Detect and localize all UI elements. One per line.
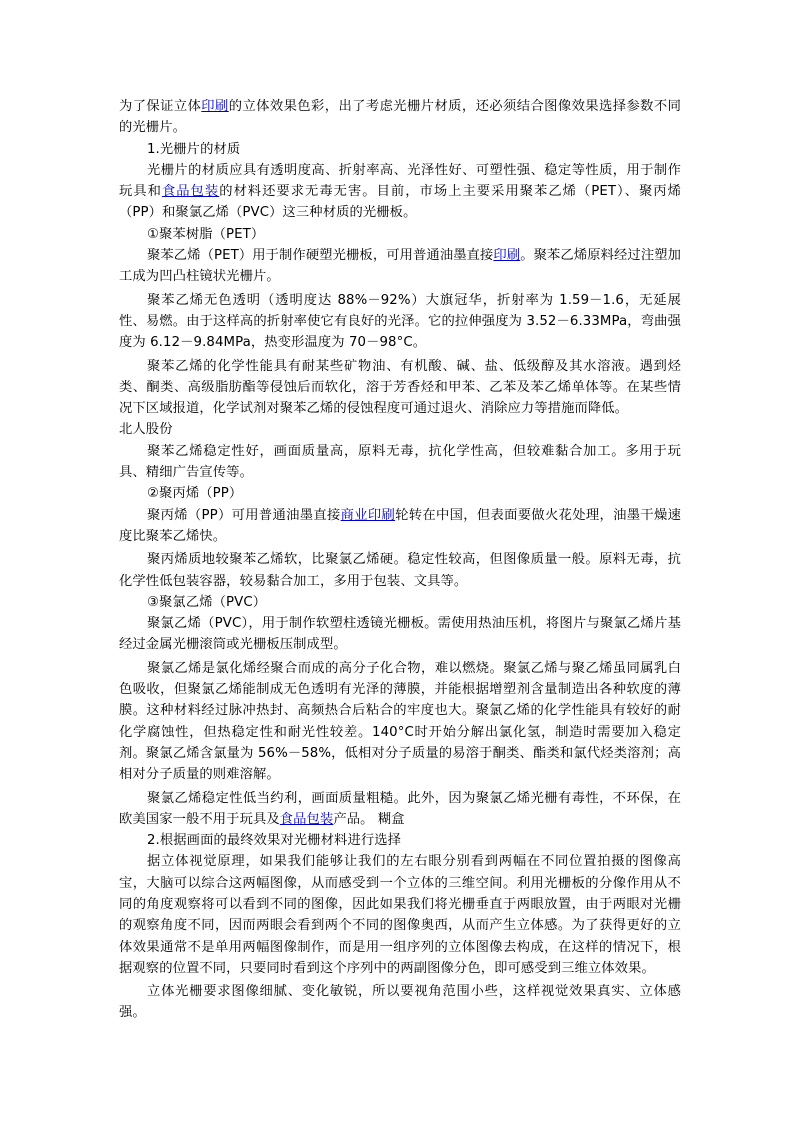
pet-paragraph-3: 聚苯乙烯的化学性能具有耐某些矿物油、有机酸、碱、盐、低级醇及其水溶液。遇到烃类、酮类、高级脂肪酯等侵蚀后而软化，溶于芳香烃和甲苯、乙苯及苯乙烯单体等。在某些情况下区域报道，化学试剂对聚苯乙烯的侵蚀程度可通过退火、消除应力等措施而降低。	[119, 358, 681, 417]
printing-link[interactable]: 印刷	[493, 248, 521, 264]
pet-paragraph-2: 聚苯乙烯无色透明（透明度达 88%－92%）大旗冠华，折射率为 1.59－1.6，无延展性、易燃。由于这样高的折射率使它有良好的光泽。它的拉伸强度为 3.52－6.33MPa，弯曲强度为 6.12－9.84MPa，热变形温度为 70－98°C。	[119, 292, 681, 351]
section-heading-material: 1.光栅片的材质	[147, 141, 241, 157]
selection-paragraph-1: 据立体视觉原理，如果我们能够让我们的左右眼分别看到两幅在不同位置拍摄的图像高宝，大脑可以综合这两幅图像，从而感受到一个立体的三维空间。利用光栅板的分像作用从不同的角度观察将可以看到不同的图像，因此如果我们将光栅垂直于两眼放置，由于两眼对光栅的观察角度不同，因而两眼会看到两个不同的图像奥西，从而产生立体感。为了获得更好的立体效果通常不是单用两幅图像制作，而是用一组序列的立体图像去构成，在这样的情况下，根据观察的位置不同，只要同时看到这个序列中的两副图像分色，即可感受到三维立体效果。	[119, 854, 681, 976]
article-body	[119, 96, 681, 1024]
pvc-paragraph-2: 聚氯乙烯是氯化烯经聚合而成的高分子化合物，难以燃烧。聚氯乙烯与聚乙烯虽同属乳白色吸收，但聚氯乙烯能制成无色透明有光泽的薄膜，并能根据增塑剂含量制造出各种软度的薄膜。这种材料经过脉冲热封、高频热合后粘合的牢度也大。聚氯乙烯的化学性能具有较好的耐化学腐蚀性，但热稳定性和耐光性较差。140°C时开始分解出氯化氢，制造时需要加入稳定剂。聚氯乙烯含氯量为 56%－58%，低相对分子质量的易溶于酮类、酯类和氯代烃类溶剂；高相对分子质量的则难溶解。	[119, 660, 681, 783]
text-segment: 的材料还要求无毒无害。目前，市场上主要采用聚苯乙烯（PET）、聚丙烯（PP）和聚氯乙烯（PVC）这三种材质的光栅板。	[119, 184, 681, 221]
text-segment: 的立体效果色彩，出了考虑光栅片材质，还必须结合图像效果选择参数不同的光栅片。	[119, 99, 681, 136]
selection-paragraph-2: 立体光栅要求图像细腻、变化敏锐，所以要视角范围小些，这样视觉效果真实、立体感强。	[119, 984, 681, 1021]
pet-paragraph-4: 聚苯乙烯稳定性好，画面质量高，原料无毒，抗化学性高，但较难黏合加工。多用于玩具、精细广告宣传等。	[119, 443, 681, 481]
section-heading-selection: 2.根据画面的最终效果对光栅材料进行选择	[147, 833, 402, 849]
material-paragraph	[119, 160, 681, 224]
food-packaging-link[interactable]: 食品包装	[161, 184, 220, 200]
pp-paragraph-2: 聚丙烯质地较聚苯乙烯软，比聚氯乙烯硬。稳定性较高，但图像质量一般。原料无毒，抗化学性低包装容器，较易黏合加工，多用于包装、文具等。	[119, 552, 681, 589]
text-segment: 聚丙烯（PP）可用普通油墨直接	[147, 507, 341, 523]
pet-paragraph-1	[119, 245, 681, 288]
food-packaging-link[interactable]: 食品包装	[279, 811, 334, 827]
pet-paragraph-3-tail: 北人股份	[119, 422, 173, 438]
text-segment: 聚氯乙烯稳定性低当约利，画面质量粗糙。此外，因为聚氯乙烯光栅有毒性，不环保，在欧美国家一般不用于玩具及	[119, 790, 681, 827]
subheading-pp: ②聚丙烯（PP）	[147, 486, 243, 502]
intro-paragraph	[119, 96, 681, 139]
pvc-paragraph-1: 聚氯乙烯（PVC），用于制作软塑柱透镜光栅板。需使用热油压机，将图片与聚氯乙烯片基经过金属光栅滚筒或光栅板压制成型。	[119, 616, 681, 653]
text-segment: 为了保证立体	[119, 99, 202, 114]
subheading-pet: ①聚苯树脂（PET）	[147, 226, 265, 242]
pvc-paragraph-3	[119, 788, 681, 831]
subheading-pvc: ③聚氯乙烯（PVC）	[147, 594, 267, 610]
printing-link[interactable]: 印刷	[201, 99, 229, 114]
text-segment: 光栅片的材质应具有透明度高、折射率高、光泽性好、可塑性强、稳定等性质，用于制作玩具和	[119, 162, 681, 200]
text-segment: 产品。 糊盒	[333, 811, 405, 827]
commercial-printing-link[interactable]: 商业印刷	[340, 507, 396, 523]
text-segment: 聚苯乙烯（PET）用于制作硬塑光栅板，可用普通油墨直接	[147, 248, 494, 264]
pp-paragraph-1	[119, 505, 681, 548]
text-segment: 轮转在中国，但表面要做火花处理，油墨干燥速度比聚苯乙烯快。	[119, 507, 681, 544]
text-segment: 。聚苯乙烯原料经过注塑加工成为凹凸柱镜状光栅片。	[119, 248, 682, 285]
